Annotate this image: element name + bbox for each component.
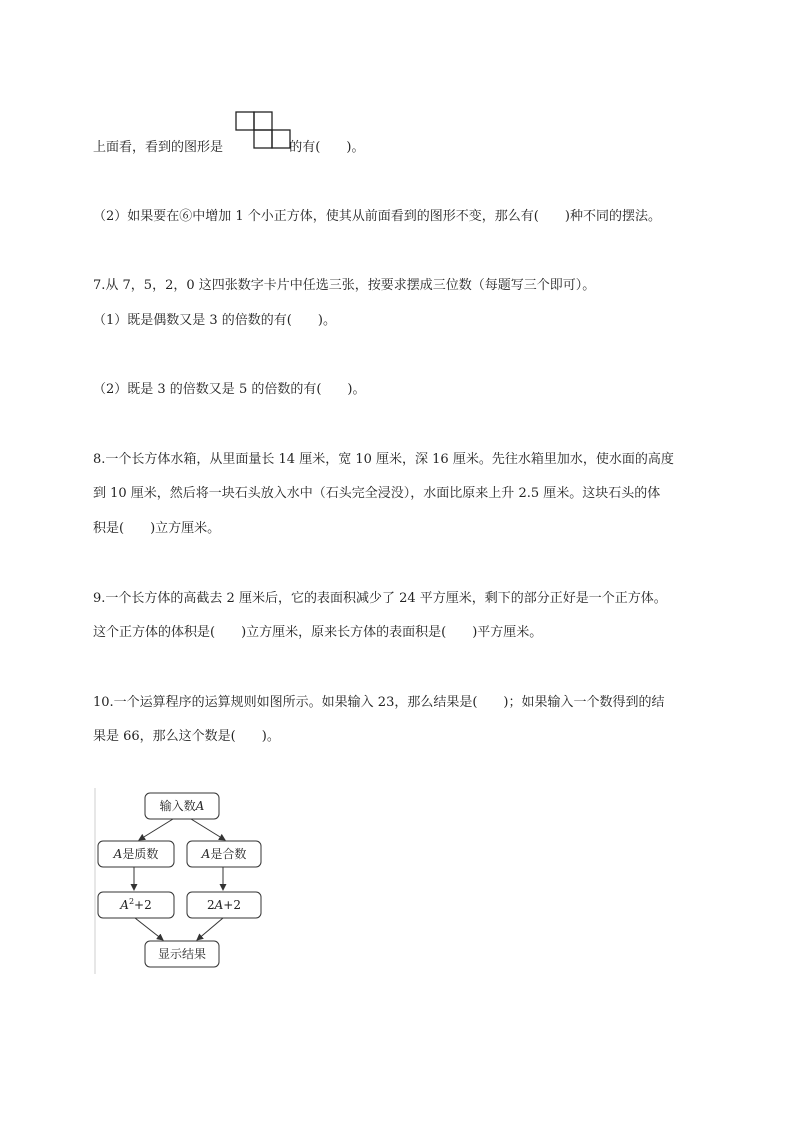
q10-line1: 10.一个运算程序的运算规则如图所示。如果输入 23，那么结果是( )；如果输入一个数得到的结 [93,695,665,710]
q8-line1: 8.一个长方体水箱，从里面量长 14 厘米，宽 10 厘米，深 16 厘米。先往水箱里加水，使水面的高度 [93,452,674,467]
prime-label: A是质数 [113,847,159,861]
arrow-to-composite [191,819,225,840]
q7-stem: 7.从 7，5，2，0 这四张数字卡片中任选三张，按要求摆成三位数（每题写三个即可）。 [93,278,596,293]
q9-line2: 这个正方体的体积是( )立方厘米，原来长方体的表面积是( )平方厘米。 [93,625,543,640]
q8-line3: 积是( )立方厘米。 [93,521,221,536]
shape-square-top-left [236,112,254,130]
shape-square-bottom-left [254,130,272,148]
q10-line2: 果是 66，那么这个数是( )。 [93,729,280,744]
q6-part2: （2）如果要在⑥中增加 1 个小正方体，使其从前面看到的图形不变，那么有( )种不同的摆法。 [93,209,661,224]
arrow-square-to-result [135,918,163,940]
square-shape-figure [235,111,295,153]
q7-part2: （2）既是 3 的倍数又是 5 的倍数的有( )。 [93,382,366,397]
arrow-double-to-result [197,918,223,940]
result-label: 显示结果 [157,947,207,961]
q6-line1 [93,140,364,156]
q6-line1-after: 的有( )。 [289,140,365,155]
input-label: 输入数A [159,799,205,813]
q7-part1: （1）既是偶数又是 3 的倍数的有( )。 [93,313,336,328]
square-label: $A^2+2$ [120,897,152,912]
operation-flowchart [93,788,283,978]
composite-label: A是合数 [201,847,247,861]
q8-line2: 到 10 厘米，然后将一块石头放入水中（石头完全浸没），水面比原来上升 2.5 厘米。这块石头的体 [93,486,661,501]
shape-square-bottom-right [272,130,290,148]
q9-line1: 9.一个长方体的高截去 2 厘米后，它的表面积减少了 24 平方厘米，剩下的部分正好是一个正方体。 [93,591,667,606]
double-label: 2A+2 [206,898,242,912]
q6-line1-before: 上面看，看到的图形是 [93,140,224,155]
arrow-to-prime [139,819,173,840]
shape-square-top-right [254,112,272,130]
